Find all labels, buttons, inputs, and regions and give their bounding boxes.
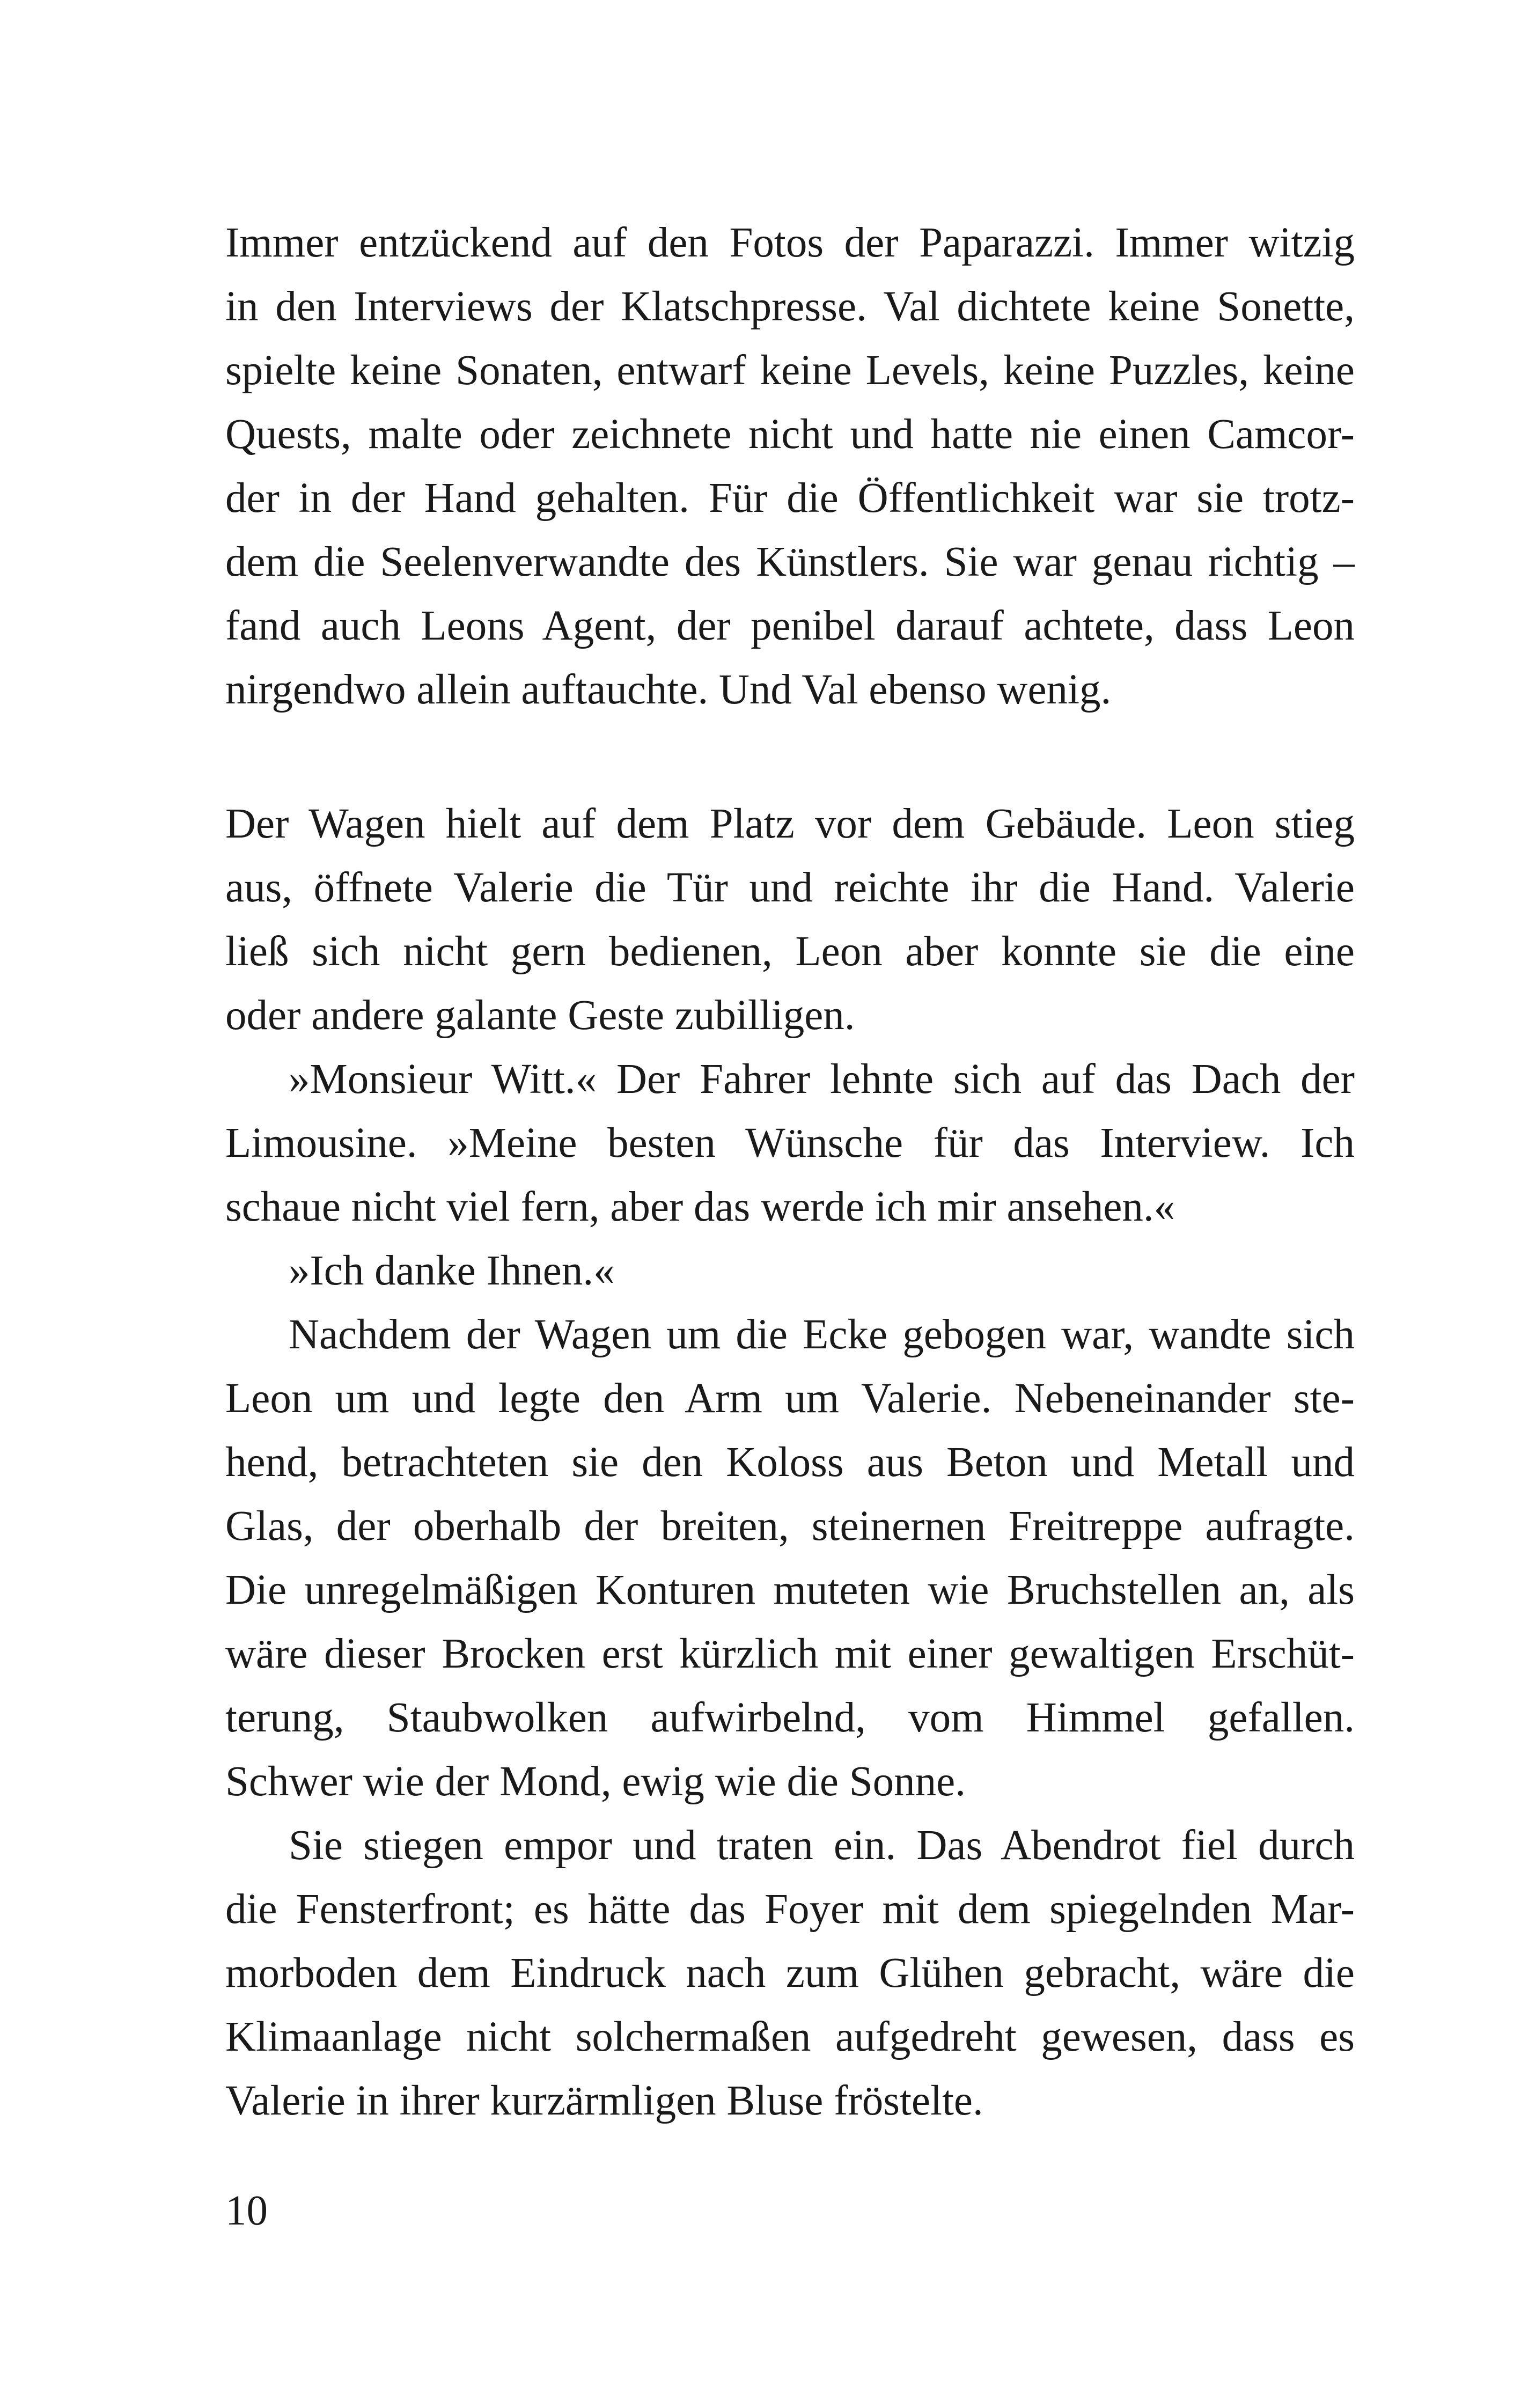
text-line: Quests, malte oder zeichnete nicht und hatte nie einen Camcor-: [225, 411, 1355, 458]
text-line: in den Interviews der Klatschpresse. Val dichtete keine Sonette,: [225, 283, 1355, 330]
text-line: Sie stiegen empor und traten ein. Das Abendrot fiel durch: [289, 1822, 1355, 1869]
text-line: fand auch Leons Agent, der penibel darauf achtete, dass Leon: [225, 603, 1355, 649]
text-line: »Monsieur Witt.« Der Fahrer lehnte sich auf das Dach der: [289, 1056, 1355, 1103]
text-line: Leon um und legte den Arm um Valerie. Nebeneinander ste-: [225, 1375, 1355, 1422]
text-line: dem die Seelenverwandte des Künstlers. Sie war genau richtig –: [225, 539, 1355, 585]
text-line: Valerie in ihrer kurzärmligen Bluse fröstelte.: [225, 2077, 983, 2124]
text-line: Schwer wie der Mond, ewig wie die Sonne.: [225, 1758, 966, 1805]
paragraph-block-2: [225, 792, 1355, 2133]
text-line: spielte keine Sonaten, entwarf keine Levels, keine Puzzles, keine: [225, 347, 1355, 394]
text-line: »Ich danke Ihnen.«: [289, 1247, 615, 1294]
text-line: morboden dem Eindruck nach zum Glühen gebracht, wäre die: [225, 1950, 1355, 1996]
text-line: hend, betrachteten sie den Koloss aus Beton und Metall und: [225, 1439, 1355, 1486]
text-line: terung, Staubwolken aufwirbelnd, vom Himmel gefallen.: [225, 1694, 1355, 1741]
text-line: nirgendwo allein auftauchte. Und Val ebenso wenig.: [225, 666, 1112, 713]
text-line: die Fensterfront; es hätte das Foyer mit dem spiegelnden Mar-: [225, 1886, 1355, 1933]
text-line: aus, öffnete Valerie die Tür und reichte ihr die Hand. Valerie: [225, 864, 1355, 911]
text-line: Der Wagen hielt auf dem Platz vor dem Gebäude. Leon stieg: [225, 801, 1355, 847]
text-line: Klimaanlage nicht solchermaßen aufgedreht gewesen, dass es: [225, 2014, 1355, 2060]
text-line: der in der Hand gehalten. Für die Öffentlichkeit war sie trotz-: [225, 475, 1355, 522]
text-line: Glas, der oberhalb der breiten, steinernen Freitreppe aufragte.: [225, 1503, 1355, 1550]
page-number: 10: [225, 2187, 268, 2234]
text-line: oder andere galante Geste zubilligen.: [225, 992, 855, 1039]
text-line: wäre dieser Brocken erst kürzlich mit einer gewaltigen Erschüt-: [225, 1631, 1355, 1677]
paragraph-block-1: [225, 211, 1355, 722]
text-line: Nachdem der Wagen um die Ecke gebogen war, wandte sich: [289, 1311, 1355, 1358]
text-line: Die unregelmäßigen Konturen muteten wie Bruchstellen an, als: [225, 1567, 1355, 1613]
text-line: Immer entzückend auf den Fotos der Paparazzi. Immer witzig: [225, 219, 1355, 266]
text-line: Limousine. »Meine besten Wünsche für das Interview. Ich: [225, 1120, 1355, 1166]
text-line: schaue nicht viel fern, aber das werde ich mir ansehen.«: [225, 1184, 1175, 1230]
text-line: ließ sich nicht gern bedienen, Leon aber konnte sie die eine: [225, 928, 1355, 975]
